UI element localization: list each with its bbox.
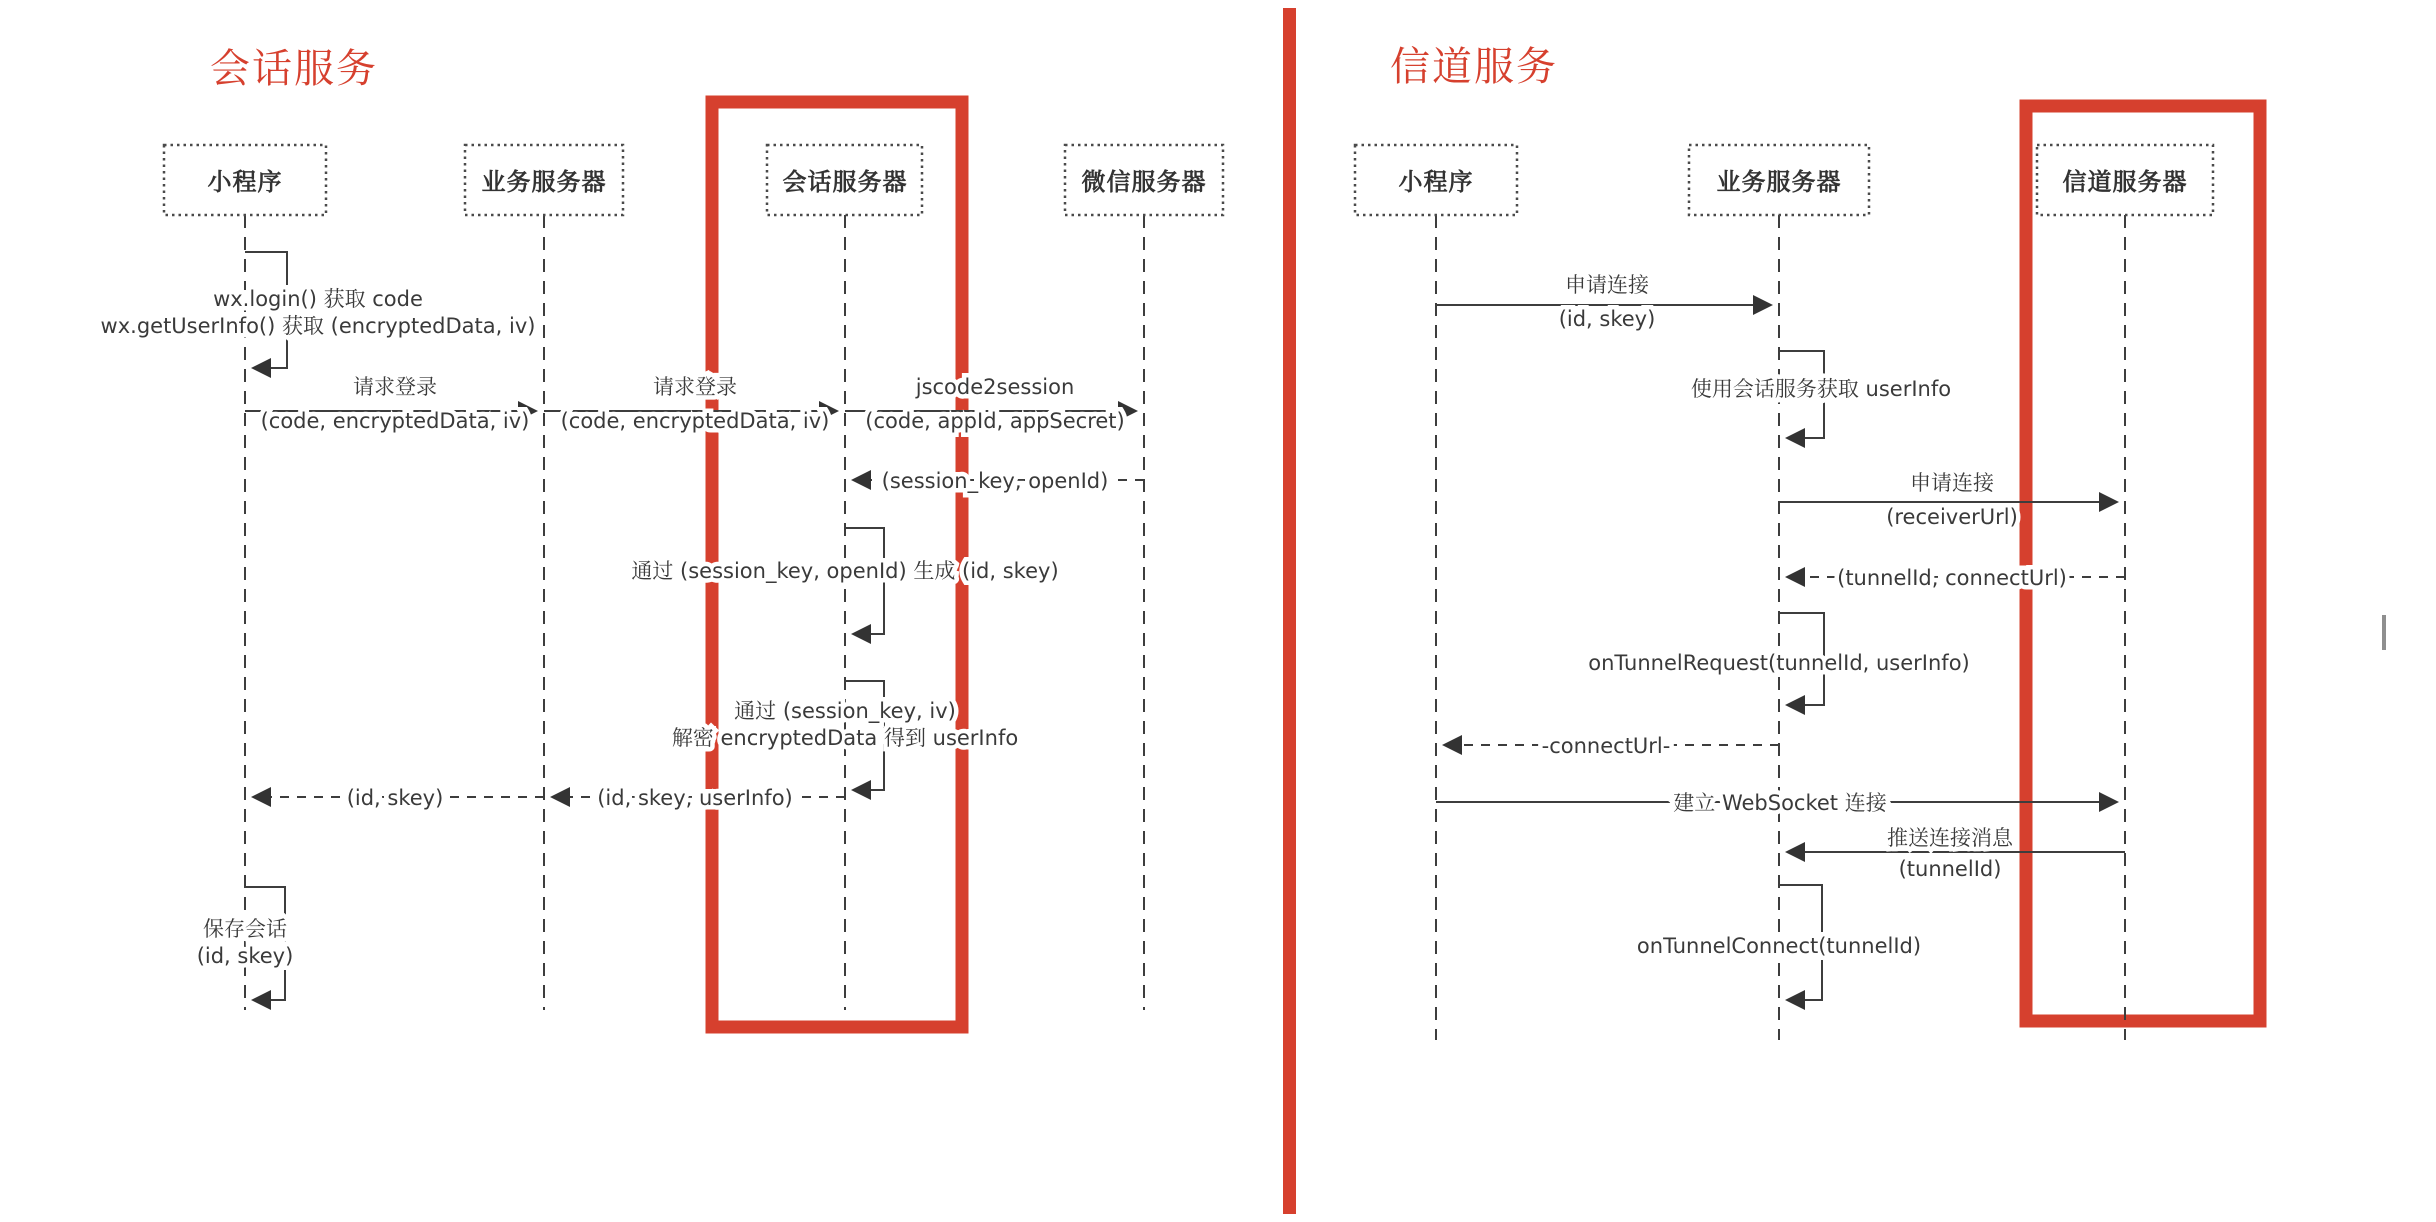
message-label: (id, skey)	[196, 944, 294, 968]
actor-label-business-server: 业务服务器	[481, 168, 607, 196]
message-label: (receiverUrl)	[1886, 505, 2018, 529]
message-label: -connectUrl-	[1541, 734, 1671, 758]
message-label: (id, skey)	[1558, 307, 1656, 331]
message-label: (id, skey)	[346, 786, 444, 810]
tunnel-service-diagram	[1355, 44, 2260, 1040]
actor-label-session-server: 会话服务器	[782, 168, 908, 196]
message-label: 使用会话服务获取 userInfo	[1690, 377, 1952, 401]
message-label: (code, encryptedData, iv)	[260, 409, 530, 433]
message-label: 保存会话	[203, 917, 287, 941]
message-label: (code, encryptedData, iv)	[560, 409, 830, 433]
message-label: 解密 encryptedData 得到 userInfo	[671, 726, 1019, 750]
message-label: (session_key, openId)	[881, 469, 1109, 493]
actor-label-tunnel-server: 信道服务器	[2062, 168, 2188, 196]
message-label: wx.getUserInfo() 获取 (encryptedData, iv)	[100, 314, 536, 338]
actor-label-mini-program: 小程序	[207, 168, 283, 196]
actor-label-mini-program: 小程序	[1398, 168, 1474, 196]
section-divider	[1283, 8, 1296, 1214]
message-label: 请求登录	[353, 375, 437, 399]
message-label: (id, skey, userInfo)	[597, 786, 793, 810]
message-label: 建立 WebSocket 连接	[1673, 791, 1887, 815]
message-label: 通过 (session_key, iv)	[734, 699, 956, 723]
section-title-session: 会话服务	[210, 46, 378, 92]
message-label: 通过 (session_key, openId) 生成 (id, skey)	[631, 559, 1059, 583]
session-service-diagram	[101, 46, 1223, 1027]
message-label: onTunnelRequest(tunnelId, userInfo)	[1588, 651, 1970, 675]
text-cursor-mark	[2382, 615, 2386, 650]
section-title-tunnel: 信道服务	[1390, 44, 1558, 90]
message-label: onTunnelConnect(tunnelId)	[1636, 934, 1922, 958]
message-label: jscode2session	[915, 375, 1075, 399]
message-label: (code, appId, appSecret)	[865, 409, 1125, 433]
actor-label-wechat-server: 微信服务器	[1081, 168, 1207, 196]
message-label: wx.login() 获取 code	[213, 287, 423, 311]
highlight-box-tunnel-server	[2026, 106, 2260, 1021]
message-label: 请求登录	[653, 375, 737, 399]
message-label: 推送连接消息	[1887, 826, 2013, 850]
message-label: (tunnelId, connectUrl)	[1837, 566, 2067, 590]
message-label: (tunnelId)	[1898, 857, 2002, 881]
message-label: 申请连接	[1910, 471, 1994, 495]
message-label: 申请连接	[1565, 273, 1649, 297]
actor-label-business-server: 业务服务器	[1716, 168, 1842, 196]
